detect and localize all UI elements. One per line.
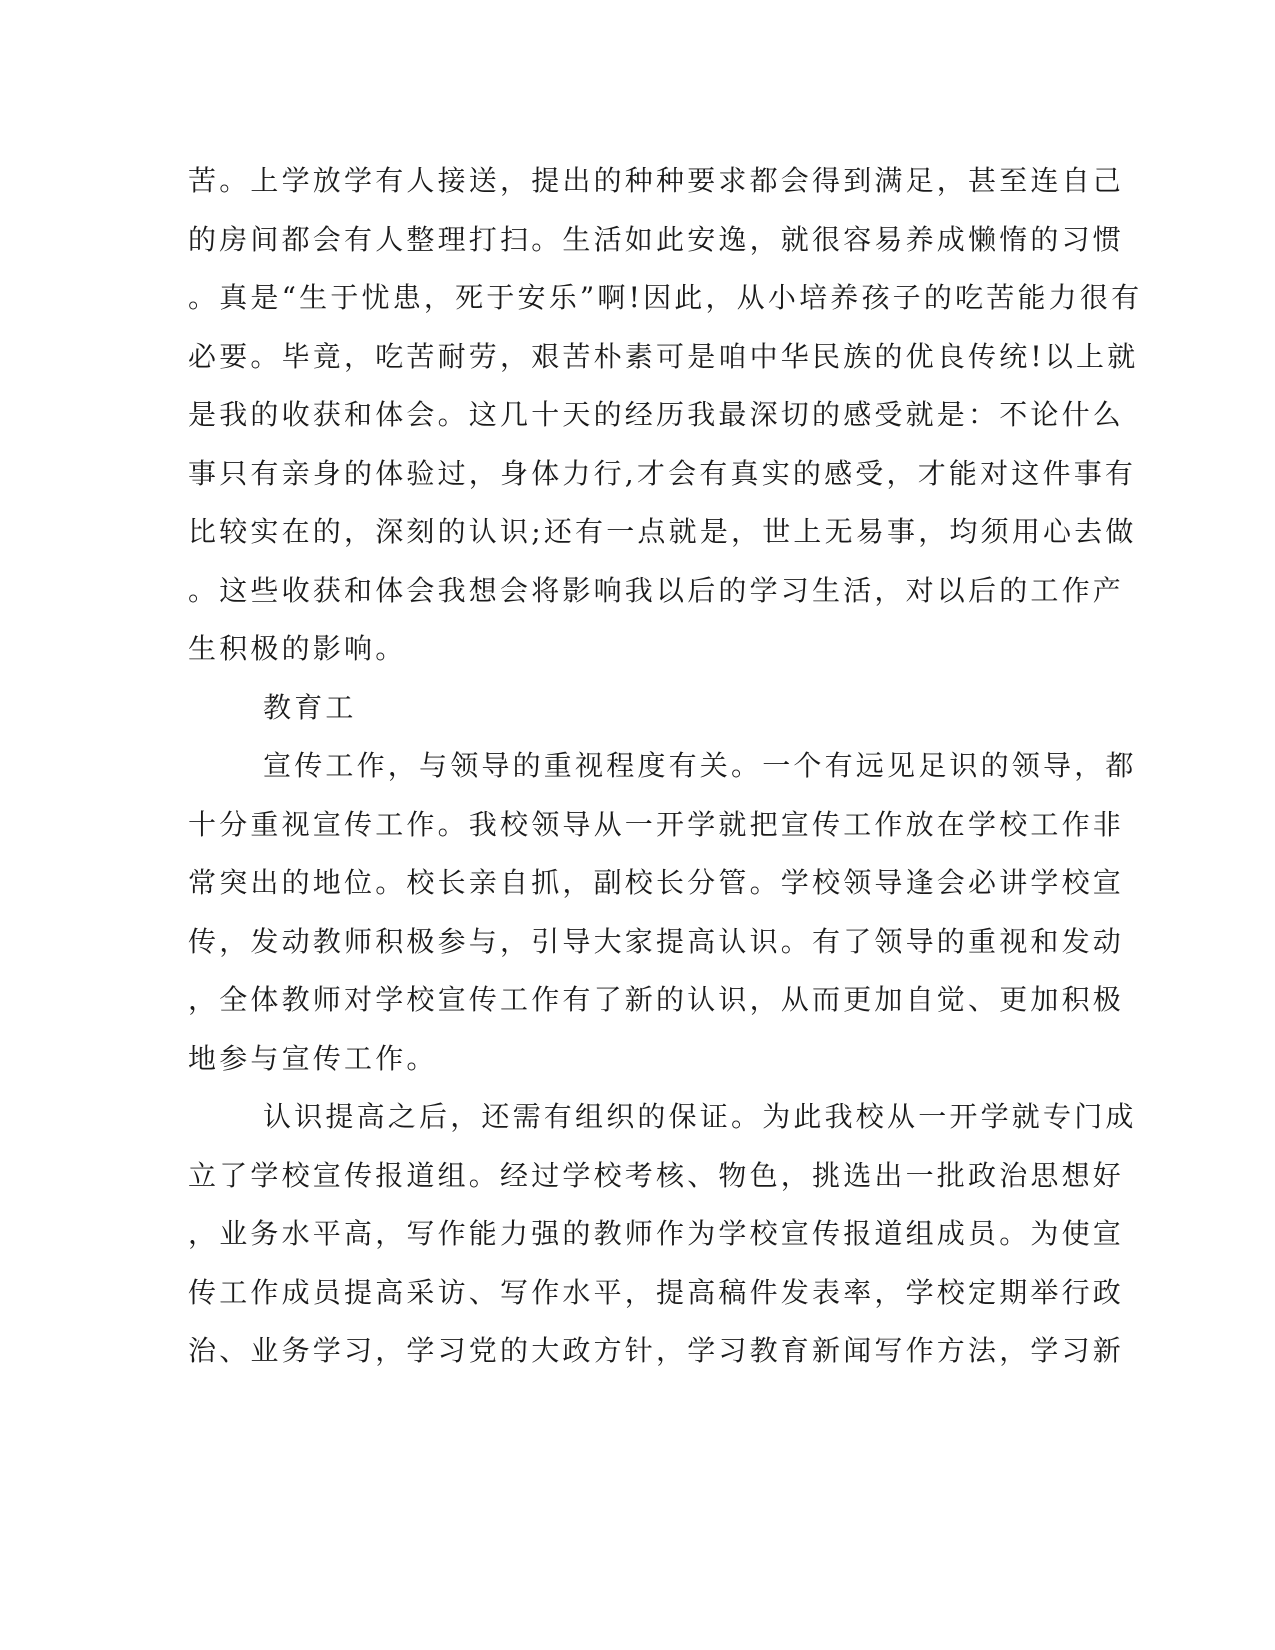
text-line: 宣传工作，与领导的重视程度有关。一个有远见足识的领导，都 — [263, 749, 1137, 782]
text-line: 必要。毕竟，吃苦耐劳，艰苦朴素可是咱中华民族的优良传统!以上就 — [188, 340, 1139, 373]
text-line: 事只有亲身的体验过，身体力行,才会有真实的感受，才能对这件事有 — [188, 457, 1137, 490]
text-line: 常突出的地位。校长亲自抓，副校长分管。学校领导逢会必讲学校宣 — [188, 866, 1125, 899]
text-line: 。这些收获和体会我想会将影响我以后的学习生活，对以后的工作产 — [188, 574, 1125, 607]
text-line: ，全体教师对学校宣传工作有了新的认识，从而更加自觉、更加积极 — [188, 983, 1125, 1016]
text-line: 传工作成员提高采访、写作水平，提高稿件发表率，学校定期举行政 — [188, 1276, 1125, 1309]
text-line: 。真是“生于忧患，死于安乐”啊!因此，从小培养孩子的吃苦能力很有 — [188, 281, 1143, 314]
text-line: 地参与宣传工作。 — [188, 1042, 438, 1075]
text-line: 生积极的影响。 — [188, 632, 407, 665]
text-line: ，业务水平高，写作能力强的教师作为学校宣传报道组成员。为使宣 — [188, 1217, 1125, 1250]
text-line: 立了学校宣传报道组。经过学校考核、物色，挑选出一批政治思想好 — [188, 1159, 1125, 1192]
text-line: 比较实在的，深刻的认识;还有一点就是，世上无易事，均须用心去做 — [188, 515, 1137, 548]
text-line: 的房间都会有人整理打扫。生活如此安逸，就很容易养成懒惰的习惯 — [188, 223, 1125, 256]
text-line: 治、业务学习，学习党的大政方针，学习教育新闻写作方法，学习新 — [188, 1334, 1125, 1367]
text-line: 苦。上学放学有人接送，提出的种种要求都会得到满足，甚至连自己 — [188, 164, 1125, 197]
text-line: 认识提高之后，还需有组织的保证。为此我校从一开学就专门成 — [263, 1100, 1137, 1133]
text-line: 十分重视宣传工作。我校领导从一开学就把宣传工作放在学校工作非 — [188, 808, 1125, 841]
section-heading: 教育工 — [263, 691, 357, 724]
text-line: 是我的收获和体会。这几十天的经历我最深切的感受就是：不论什么 — [188, 398, 1125, 431]
text-line: 传，发动教师积极参与，引导大家提高认识。有了领导的重视和发动 — [188, 925, 1125, 958]
